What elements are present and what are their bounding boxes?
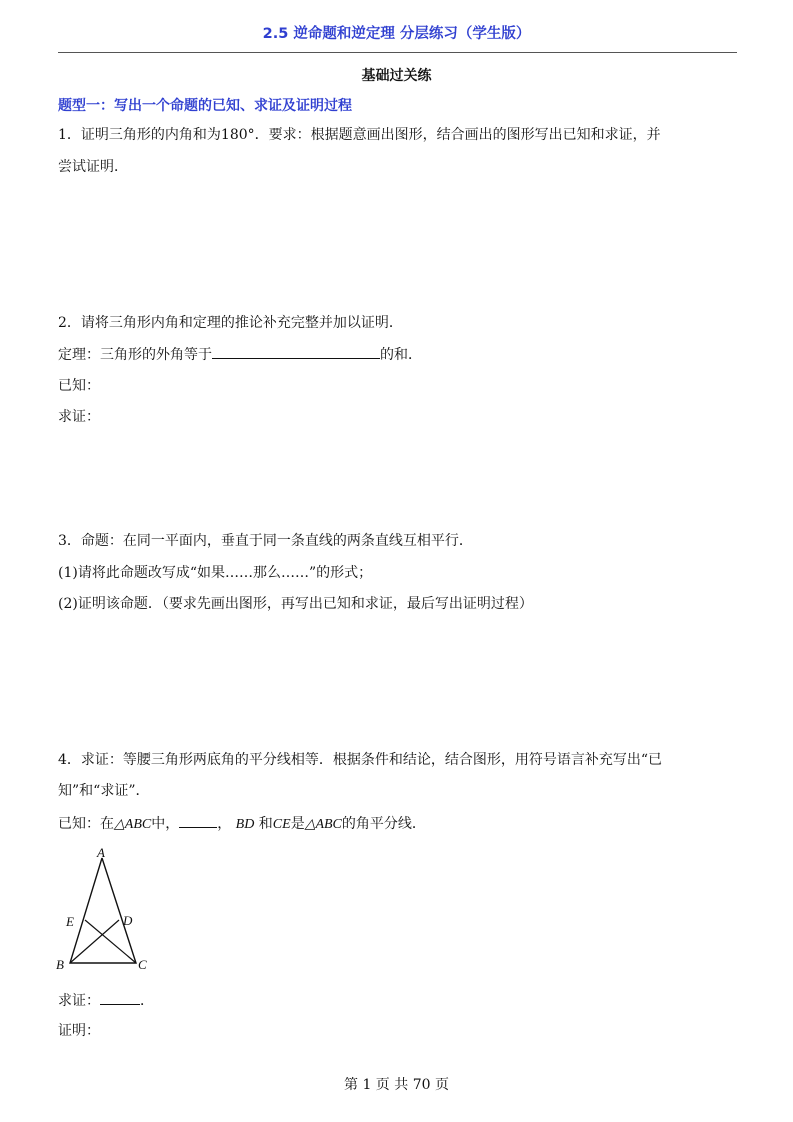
label-a: A xyxy=(97,846,105,860)
q4-line2: 知”和“求证”． xyxy=(58,783,150,799)
q4-segment-ce: CE xyxy=(272,817,291,832)
q4-known-mid: 中， xyxy=(151,816,180,832)
q3-part2: (2)证明该命题．（要求先画出图形，再写出已知和求证，最后写出证明过程） xyxy=(58,596,533,612)
q2-theorem-prefix: 定理：三角形的外角等于 xyxy=(58,347,212,363)
label-e: E xyxy=(66,914,74,929)
q4-prove-line xyxy=(58,990,154,1011)
q2-theorem-blank[interactable] xyxy=(212,344,380,359)
section-title: 基础过关练 xyxy=(361,68,432,84)
q3-part1: (1)请将此命题改写成“如果……那么……”的形式； xyxy=(58,565,373,581)
label-c: C xyxy=(138,957,147,972)
header-divider xyxy=(58,52,737,53)
q4-prove-blank[interactable] xyxy=(100,990,140,1005)
q1-line1: 1．证明三角形的内角和为180°．要求：根据题意画出图形，结合画出的图形写出已知和求证，并 xyxy=(58,127,661,143)
q3-line1: 3．命题：在同一平面内，垂直于同一条直线的两条直线互相平行． xyxy=(58,533,473,549)
isosceles-triangle-figure xyxy=(52,846,157,974)
q1-line2: 尝试证明． xyxy=(58,159,128,175)
bisector-bd xyxy=(70,920,119,963)
q2-line1: 2．请将三角形内角和定理的推论补充完整并加以证明． xyxy=(58,315,403,331)
q2-prove-label: 求证： xyxy=(58,409,100,425)
q4-comma: ， xyxy=(217,816,232,832)
q4-prove-suffix: ． xyxy=(140,993,154,1009)
label-d: D xyxy=(123,913,133,928)
q2-known-label: 已知： xyxy=(58,378,100,394)
q4-is: 是 xyxy=(290,816,305,832)
q4-known-tail: 的角平分线． xyxy=(341,816,426,832)
q4-line1: 4．求证：等腰三角形两底角的平分线相等．根据条件和结论，结合图形，用符号语言补充写出“已 xyxy=(58,752,663,768)
label-b: B xyxy=(56,957,64,972)
q4-proof-label: 证明： xyxy=(58,1023,100,1039)
triangle-diagram xyxy=(52,846,157,974)
q4-triangle-abc: △ABC xyxy=(114,817,152,832)
page-number-footer: 第 1 页 共 70 页 xyxy=(344,1077,449,1093)
q4-and: 和 xyxy=(258,816,273,832)
q2-theorem-line xyxy=(58,344,422,365)
q4-known-line xyxy=(58,813,426,835)
q4-known-prefix: 已知：在 xyxy=(58,816,114,832)
document-header-title: 2.5 逆命题和逆定理 分层练习（学生版） xyxy=(262,26,531,42)
q4-prove-prefix: 求证： xyxy=(58,993,100,1009)
q4-known-blank[interactable] xyxy=(179,813,217,828)
q2-theorem-suffix: 的和． xyxy=(380,347,422,363)
triangle-abc-outline xyxy=(70,858,136,963)
q4-segment-bd: BD xyxy=(235,817,255,832)
question-type-heading: 题型一：写出一个命题的已知、求证及证明过程 xyxy=(58,98,352,114)
q4-triangle-abc-2: △ABC xyxy=(304,817,342,832)
